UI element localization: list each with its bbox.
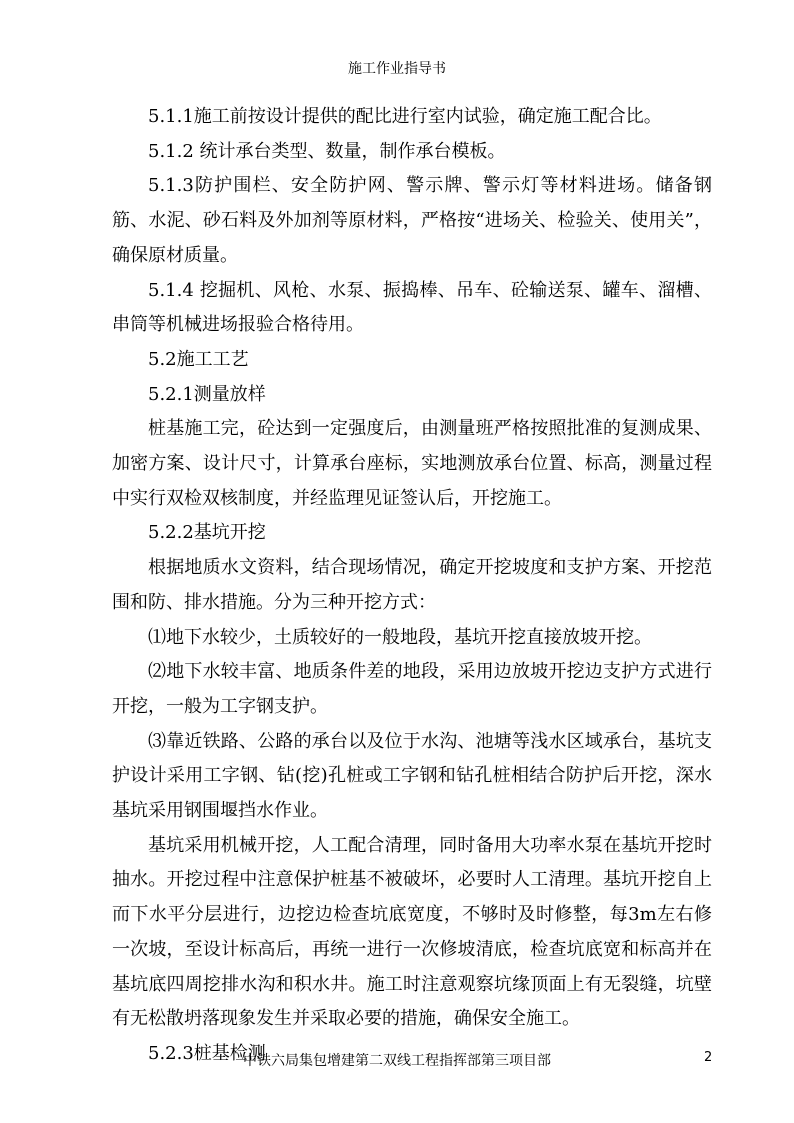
section-heading: 5.2.1测量放样 (148, 383, 266, 405)
section-heading: 5.2施工工艺 (148, 348, 249, 370)
document-body (112, 100, 712, 1072)
paragraph: 5.1.4 挖掘机、风枪、水泵、振捣棒、吊车、砼输送泵、罐车、溜槽、串筒等机械进场报验合格待用。 (112, 279, 712, 336)
list-item: ⑵地下水较丰富、地质条件差的地段，采用边放坡开挖边支护方式进行开挖，一般为工字钢支护。 (112, 661, 712, 717)
paragraph: 5.1.3防护围栏、安全防护网、警示牌、警示灯等材料进场。储备钢筋、水泥、砂石料及外加剂等原材料，严格按“进场关、检验关、使用关”，确保原材质量。 (112, 175, 712, 266)
section-heading: 5.2.3桩基检测 (148, 1042, 266, 1064)
page-footer: 中铁六局集包增建第二双线工程指挥部第三项目部 (243, 1053, 551, 1069)
page-header: 施工作业指导书 (348, 61, 446, 77)
paragraph: 根据地质水文资料，结合现场情况，确定开挖坡度和支护方案、开挖范围和防、排水措施。分为三种开挖方式： (112, 557, 712, 613)
paragraph: 5.1.1施工前按设计提供的配比进行室内试验，确定施工配合比。 (148, 106, 662, 127)
paragraph: 基坑采用机械开挖，人工配合清理，同时备用大功率水泵在基坑开挖时抽水。开挖过程中注意保护桩基不被破坏，必要时人工清理。基坑开挖自上而下水平分层进行，边挖边检查坑底宽度，不够时及时修整，每3m左右修一次坡，至设计标高后，再统一进行一次修坡清底，检查坑底宽和标高并在基坑底四周挖排水沟和积水井。施工时注意观察坑缘顶面上有无裂缝，坑壁有无松散坍落现象发生并采取必要的措施，确保安全施工。 (112, 834, 712, 1030)
section-heading: 5.2.2基坑开挖 (148, 522, 266, 544)
list-item: ⑴地下水较少，土质较好的一般地段，基坑开挖直接放坡开挖。 (148, 626, 652, 648)
paragraph: 桩基施工完，砼达到一定强度后，由测量班严格按照批准的复测成果、加密方案、设计尺寸，计算承台座标，实地测放承台位置、标高，测量过程中实行双检双核制度，并经监理见证签认后，开挖施工。 (112, 418, 712, 509)
list-item: ⑶靠近铁路、公路的承台以及位于水沟、池塘等浅水区域承台，基坑支护设计采用工字钢、钻(挖)孔桩或工字钢和钻孔桩相结合防护后开挖，深水基坑采用钢围堰挡水作业。 (112, 730, 712, 822)
paragraph: 5.1.2 统计承台类型、数量，制作承台模板。 (148, 140, 506, 162)
page-number: 2 (704, 1050, 713, 1065)
